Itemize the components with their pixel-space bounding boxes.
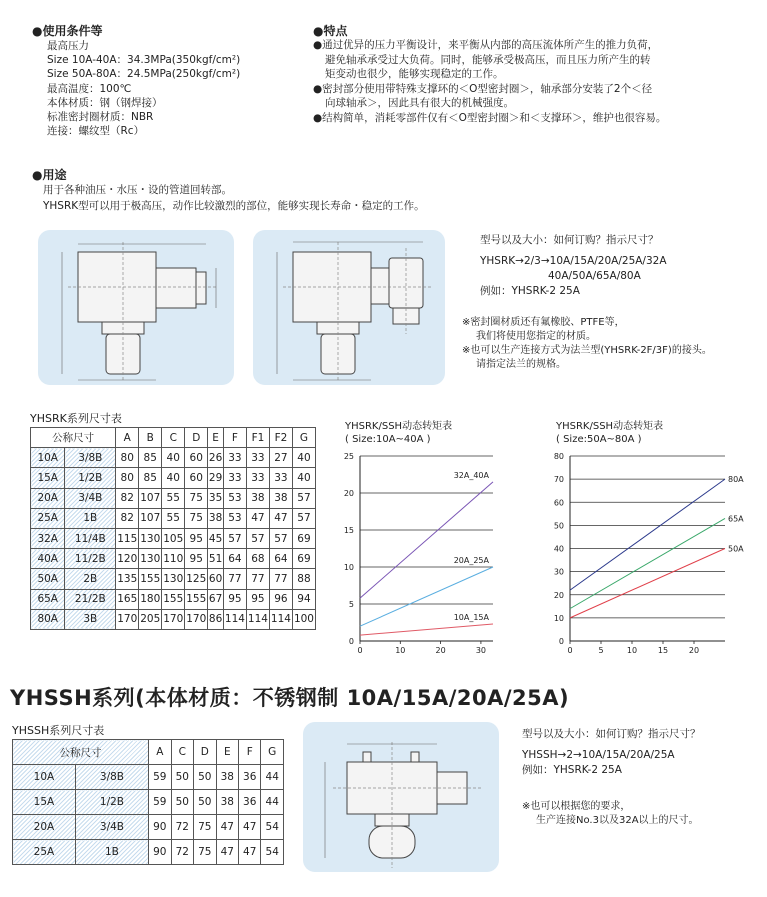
table-cell: 94 (292, 589, 315, 609)
table-row (31, 569, 316, 589)
yhsrk-dimensions-table (30, 427, 316, 630)
table-row (13, 840, 284, 865)
condition-line: 最高温度：100℃ (47, 82, 132, 95)
yhssh-drawing-panel (303, 722, 499, 872)
table-cell: 155 (185, 589, 208, 609)
table-cell: 59 (149, 790, 171, 815)
table-cell: 82 (116, 488, 139, 508)
table-cell: 33 (223, 468, 246, 488)
table-cell: 44 (261, 765, 284, 790)
table-header-cell: F1 (246, 428, 269, 448)
table-cell: 51 (208, 549, 224, 569)
table-cell: 205 (139, 609, 162, 629)
order-notes-1 (462, 316, 712, 372)
table-cell: 3/4B (75, 815, 148, 840)
table-cell: 53 (223, 488, 246, 508)
chart-1-title: YHSRK/SSH动态转矩表 (345, 421, 453, 432)
table-cell: 35 (208, 488, 224, 508)
table-cell: 82 (116, 508, 139, 528)
order-example: 例如：YHSRK-2 25A (522, 764, 622, 776)
table-header-cell: E (208, 428, 224, 448)
table-cell: 59 (149, 765, 171, 790)
y-tick-label: 60 (553, 498, 564, 508)
order-example: 例如：YHSRK-2 25A (480, 285, 580, 297)
table-cell: 50A (31, 569, 65, 589)
table-row (31, 508, 316, 528)
table-cell: 38 (208, 508, 224, 528)
note-line: ※也可以生产连接方式为法兰型(YHSRK-2F/3F)的接头。 (462, 345, 712, 356)
table-cell: 45 (208, 528, 224, 548)
table-cell: 75 (185, 508, 208, 528)
table-row (31, 448, 316, 468)
table-cell: 55 (162, 488, 185, 508)
yhssh-table-body (13, 765, 284, 865)
condition-line: 本体材质：钢（钢焊接） (47, 96, 163, 109)
table-cell: 85 (139, 448, 162, 468)
table-cell: 1B (65, 508, 116, 528)
table-cell: 25A (13, 840, 76, 865)
table-cell: 54 (261, 815, 284, 840)
series-line (570, 549, 725, 618)
table-header-cell: A (116, 428, 139, 448)
chart-1-subtitle: ( Size:10A~40A ) (345, 434, 431, 445)
torque-chart-small-sizes (338, 450, 508, 660)
table-cell: 26 (208, 448, 224, 468)
order-model-line: YHSRK→2/3→10A/15A/20A/25A/32A (480, 255, 667, 267)
table-cell: 67 (208, 589, 224, 609)
order-question: 型号以及大小：如何订购？指示尺寸？ (522, 728, 701, 740)
table-cell: 115 (116, 528, 139, 548)
table-header-cell: C (162, 428, 185, 448)
table-header-row (13, 740, 284, 765)
y-tick-label: 30 (553, 567, 564, 577)
table-cell: 57 (292, 508, 315, 528)
table-header-cell: G (261, 740, 284, 765)
note-line: 请指定法兰的规格。 (476, 359, 566, 370)
x-tick-label: 10 (626, 646, 638, 655)
table-cell: 95 (246, 589, 269, 609)
condition-line: 连接：螺纹型（Rc） (47, 125, 145, 138)
table-cell: 11/4B (65, 528, 116, 548)
x-tick-label: 0 (567, 646, 573, 655)
chart-2-subtitle: ( Size:50A~80A ) (556, 434, 642, 445)
yhssh-table-title: YHSSH系列尺寸表 (12, 724, 105, 737)
table-cell: 130 (139, 549, 162, 569)
table-cell: 107 (139, 508, 162, 528)
table-cell: 72 (171, 815, 193, 840)
table-cell: 165 (116, 589, 139, 609)
table-cell: 3B (65, 609, 116, 629)
table-cell: 90 (149, 815, 171, 840)
table-cell: 33 (246, 448, 269, 468)
condition-line: 标准密封圈材质：NBR (47, 111, 154, 124)
table-cell: 77 (269, 569, 292, 589)
table-cell: 15A (13, 790, 76, 815)
table-cell: 170 (185, 609, 208, 629)
yhsrk-2-drawing (38, 230, 234, 385)
table-cell: 20A (31, 488, 65, 508)
table-cell: 21/2B (65, 589, 116, 609)
order-notes-2 (522, 800, 699, 828)
features-title: ●特点 (313, 24, 348, 38)
table-cell: 95 (223, 589, 246, 609)
table-cell: 40 (162, 448, 185, 468)
series-label: 50A (728, 544, 744, 554)
table-cell: 40A (31, 549, 65, 569)
table-cell: 86 (208, 609, 224, 629)
table-cell: 11/2B (65, 549, 116, 569)
table-cell: 85 (139, 468, 162, 488)
table-row (31, 609, 316, 629)
table-cell: 60 (208, 569, 224, 589)
table-row (31, 549, 316, 569)
table-cell: 170 (162, 609, 185, 629)
table-header-cell: E (216, 740, 238, 765)
table-cell: 47 (239, 840, 261, 865)
order-model-line: YHSSH→2→10A/15A/20A/25A (522, 749, 675, 761)
table-cell: 180 (139, 589, 162, 609)
series-line (360, 624, 493, 635)
x-tick-label: 5 (598, 646, 604, 655)
table-cell: 3/8B (65, 448, 116, 468)
feature-line: ●结构简单，消耗零部件仅有＜O型密封圈＞和＜支撑环＞，维护也很容易。 (313, 111, 667, 124)
table-cell: 68 (246, 549, 269, 569)
x-tick-label: 10 (395, 646, 406, 655)
table-cell: 1/2B (75, 790, 148, 815)
yhssh-drawing (303, 722, 499, 872)
x-tick-label: 0 (357, 646, 363, 655)
chart-2-title: YHSRK/SSH动态转矩表 (556, 421, 664, 432)
y-tick-label: 5 (348, 600, 354, 609)
table-cell: 50 (171, 765, 193, 790)
yhssh-heading: YHSSH系列(本体材质：不锈钢制 10A/15A/20A/25A) (10, 686, 570, 710)
order-info-2 (522, 727, 701, 778)
table-cell: 65A (31, 589, 65, 609)
table-cell: 40 (292, 448, 315, 468)
table-cell: 15A (31, 468, 65, 488)
table-cell: 114 (223, 609, 246, 629)
table-cell: 36 (239, 790, 261, 815)
table-cell: 3/4B (65, 488, 116, 508)
features-list (313, 38, 666, 125)
table-cell: 107 (139, 488, 162, 508)
table-cell: 33 (269, 468, 292, 488)
table-cell: 57 (292, 488, 315, 508)
table-cell: 155 (162, 589, 185, 609)
x-tick-label: 20 (688, 646, 700, 655)
yhssh-dimensions-table (12, 739, 284, 865)
y-tick-label: 50 (553, 521, 564, 531)
table-header-cell: F (223, 428, 246, 448)
table-cell: 57 (246, 528, 269, 548)
table-cell: 47 (269, 508, 292, 528)
table-cell: 60 (185, 448, 208, 468)
table-header-row (31, 428, 316, 448)
table-header-cell: D (194, 740, 216, 765)
y-tick-label: 25 (343, 452, 354, 461)
table-header-cell: A (149, 740, 171, 765)
table-cell: 69 (292, 549, 315, 569)
yhsrk-table-body (31, 448, 316, 630)
table-cell: 96 (269, 589, 292, 609)
usage-title: ●用途 (32, 168, 67, 182)
usage-conditions-list (47, 39, 240, 138)
table-header-cell: C (171, 740, 193, 765)
table-header-cell: D (185, 428, 208, 448)
table-cell: 69 (292, 528, 315, 548)
y-tick-label: 20 (343, 489, 354, 498)
table-cell: 40 (162, 468, 185, 488)
usage-conditions-title: ●使用条件等 (32, 24, 103, 38)
table-row (31, 488, 316, 508)
series-line (360, 482, 493, 598)
feature-line: 向球轴承＞，因此具有很大的机械强度。 (325, 97, 514, 109)
table-cell: 53 (223, 508, 246, 528)
table-row (31, 468, 316, 488)
y-tick-label: 80 (553, 452, 564, 461)
note-line: ※密封圈材质还有氟橡胶、PTFE等， (462, 317, 625, 328)
table-cell: 75 (194, 840, 216, 865)
table-cell: 47 (216, 840, 238, 865)
feature-line: 避免轴承承受过大负荷。同时，能够承受极高压，而且压力所产生的转 (325, 53, 651, 66)
y-tick-label: 40 (553, 544, 564, 554)
condition-line: 最高压力 (47, 40, 89, 52)
table-cell: 47 (239, 815, 261, 840)
table-cell: 114 (246, 609, 269, 629)
y-tick-label: 70 (553, 475, 564, 485)
table-cell: 47 (246, 508, 269, 528)
table-cell: 38 (269, 488, 292, 508)
table-cell: 38 (216, 790, 238, 815)
table-cell: 64 (223, 549, 246, 569)
table-cell: 36 (239, 765, 261, 790)
table-cell: 38 (216, 765, 238, 790)
order-info-1 (480, 233, 667, 299)
table-cell: 90 (149, 840, 171, 865)
table-cell: 3/8B (75, 765, 148, 790)
table-row (31, 528, 316, 548)
table-cell: 57 (269, 528, 292, 548)
table-header-cell: F (239, 740, 261, 765)
table-header-cell: 公称尺寸 (31, 428, 116, 448)
series-label: 20A_25A (453, 556, 489, 565)
y-tick-label: 0 (558, 637, 564, 646)
series-label: 32A_40A (453, 470, 489, 480)
table-header-cell: B (139, 428, 162, 448)
table-cell: 10A (31, 448, 65, 468)
table-row (31, 589, 316, 609)
yhsrk-table-title: YHSRK系列尺寸表 (30, 412, 122, 425)
table-cell: 60 (185, 468, 208, 488)
condition-line: Size 50A-80A：24.5MPa(250kgf/cm²) (47, 68, 241, 81)
table-cell: 40 (292, 468, 315, 488)
feature-line: ●密封部分使用带特殊支撑环的＜O型密封圈＞，轴承部分安装了2个＜径 (313, 82, 653, 95)
note-line: 生产连接No.3以及32A以上的尺寸。 (536, 815, 699, 826)
note-line: 我们将使用您指定的材质。 (476, 331, 596, 342)
table-cell: 75 (194, 815, 216, 840)
table-cell: 54 (261, 840, 284, 865)
table-cell: 80A (31, 609, 65, 629)
note-line: ※也可以根据您的要求， (522, 801, 631, 812)
table-cell: 50 (171, 790, 193, 815)
table-cell: 125 (185, 569, 208, 589)
table-cell: 32A (31, 528, 65, 548)
yhsrk-3-drawing-panel (253, 230, 445, 385)
table-cell: 100 (292, 609, 315, 629)
table-cell: 130 (162, 569, 185, 589)
yhsrk-3-drawing (253, 230, 445, 385)
table-cell: 25A (31, 508, 65, 528)
table-cell: 120 (116, 549, 139, 569)
table-cell: 170 (116, 609, 139, 629)
table-cell: 55 (162, 508, 185, 528)
table-header-cell: 公称尺寸 (13, 740, 149, 765)
table-header-cell: F2 (269, 428, 292, 448)
table-row (13, 765, 284, 790)
table-cell: 57 (223, 528, 246, 548)
series-label: 80A (728, 475, 744, 485)
table-cell: 135 (116, 569, 139, 589)
y-tick-label: 15 (343, 526, 354, 535)
feature-line: ●通过优异的压力平衡设计，来平衡从内部的高压流体所产生的推力负荷， (313, 39, 659, 51)
order-model-line: 40A/50A/65A/80A (548, 270, 641, 282)
table-cell: 33 (246, 468, 269, 488)
series-label: 10A_15A (453, 612, 489, 622)
y-tick-label: 10 (343, 563, 354, 572)
table-cell: 80 (116, 448, 139, 468)
x-tick-label: 30 (475, 646, 487, 655)
table-cell: 77 (246, 569, 269, 589)
table-cell: 1/2B (65, 468, 116, 488)
table-cell: 38 (246, 488, 269, 508)
table-cell: 1B (75, 840, 148, 865)
table-cell: 50 (194, 765, 216, 790)
table-cell: 2B (65, 569, 116, 589)
table-cell: 20A (13, 815, 76, 840)
condition-line: Size 10A-40A：34.3MPa(350kgf/cm²) (47, 54, 241, 67)
table-cell: 105 (162, 528, 185, 548)
table-cell: 47 (216, 815, 238, 840)
usage-line: 用于各种油压・水压・设的管道回转部。 (43, 184, 232, 196)
usage-list (43, 183, 425, 213)
y-tick-label: 10 (553, 613, 564, 623)
table-cell: 75 (185, 488, 208, 508)
order-question: 型号以及大小：如何订购？指示尺寸？ (480, 234, 659, 246)
table-cell: 80 (116, 468, 139, 488)
x-tick-label: 15 (657, 646, 669, 655)
table-cell: 155 (139, 569, 162, 589)
table-cell: 130 (139, 528, 162, 548)
series-label: 65A (728, 514, 744, 524)
table-cell: 10A (13, 765, 76, 790)
series-line (570, 479, 725, 590)
y-tick-label: 0 (348, 637, 354, 646)
table-cell: 72 (171, 840, 193, 865)
table-row (13, 815, 284, 840)
table-row (13, 790, 284, 815)
table-cell: 88 (292, 569, 315, 589)
table-cell: 77 (223, 569, 246, 589)
table-cell: 33 (223, 448, 246, 468)
table-cell: 44 (261, 790, 284, 815)
table-cell: 29 (208, 468, 224, 488)
table-cell: 27 (269, 448, 292, 468)
yhsrk-2-drawing-panel (38, 230, 234, 385)
table-cell: 114 (269, 609, 292, 629)
table-cell: 64 (269, 549, 292, 569)
table-cell: 95 (185, 528, 208, 548)
usage-line: YHSRK型可以用于极高压，动作比较激烈的部位，能够实现长寿命・稳定的工作。 (43, 200, 425, 213)
table-cell: 50 (194, 790, 216, 815)
torque-chart-large-sizes (548, 450, 763, 660)
table-cell: 95 (185, 549, 208, 569)
y-tick-label: 20 (553, 590, 564, 600)
table-cell: 110 (162, 549, 185, 569)
feature-line: 矩变动也很少，能够实现稳定的工作。 (325, 68, 504, 80)
x-tick-label: 20 (435, 646, 446, 655)
table-header-cell: G (292, 428, 315, 448)
